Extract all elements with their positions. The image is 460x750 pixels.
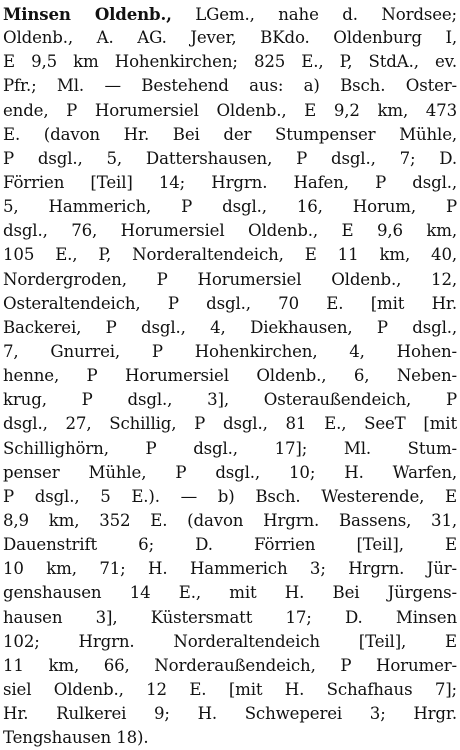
entry-line-30: Hr. Rulkerei 9; H. Schweperei 3; Hrgr.: [3, 704, 457, 724]
entry-line-31: Tengshausen 18).: [3, 728, 149, 748]
entry-line-17: krug, P dsgl., 3], Osteraußendeich, P: [3, 390, 457, 410]
entry-line-27: 102; Hrgrn. Norderaltendeich [Teil], E: [3, 631, 457, 651]
entry-line-3: E 9,5 km Hohenkirchen; 825 E., P, StdA., ev.: [3, 52, 457, 72]
entry-line-14: Backerei, P dsgl., 4, Diekhausen, P dsgl.,: [3, 317, 457, 337]
entry-line-23: Dauenstrift 6; D. Förrien [Teil], E: [3, 535, 457, 555]
entry-line-29: siel Oldenb., 12 E. [mit H. Schafhaus 7];: [3, 679, 457, 699]
entry-line-9: 5, Hammerich, P dsgl., 16, Horum, P: [3, 197, 457, 217]
entry-line-12: Nordergroden, P Horumersiel Oldenb., 12,: [3, 269, 457, 289]
entry-line-26: hausen 3], Küstersmatt 17; D. Minsen: [3, 607, 457, 627]
gazetteer-entry: [3, 2, 457, 750]
entry-line-20: penser Mühle, P dsgl., 10; H. Warfen,: [3, 462, 457, 482]
entry-line-5: ende, P Horumersiel Oldenb., E 9,2 km, 473: [3, 100, 457, 120]
entry-line-8: Förrien [Teil] 14; Hrgrn. Hafen, P dsgl.,: [3, 172, 457, 192]
entry-headword: Minsen Oldenb.,: [3, 4, 172, 24]
entry-line-16: henne, P Horumersiel Oldenb., 6, Neben-: [3, 366, 457, 386]
entry-line-15: 7, Gnurrei, P Hohenkirchen, 4, Hohen-: [3, 341, 457, 361]
entry-line-13: Osteraltendeich, P dsgl., 70 E. [mit Hr.: [3, 293, 457, 313]
entry-line-6: E. (davon Hr. Bei der Stumpenser Mühle,: [3, 124, 457, 144]
entry-line-24: 10 km, 71; H. Hammerich 3; Hrgrn. Jür-: [3, 559, 457, 579]
entry-line-25: genshausen 14 E., mit H. Bei Jürgens-: [3, 583, 457, 603]
entry-line-18: dsgl., 27, Schillig, P dsgl., 81 E., SeeT [mit: [3, 414, 457, 434]
entry-line-11: 105 E., P, Norderaltendeich, E 11 km, 40,: [3, 245, 457, 265]
entry-line-1: Minsen Oldenb., LGem., nahe d. Nordsee;: [3, 4, 457, 24]
entry-line-4: Pfr.; Ml. — Bestehend aus: a) Bsch. Oster-: [3, 76, 457, 96]
entry-line-22: 8,9 km, 352 E. (davon Hrgrn. Bassens, 31,: [3, 510, 457, 530]
entry-line-10: dsgl., 76, Horumersiel Oldenb., E 9,6 km,: [3, 221, 457, 241]
entry-line-7: P dsgl., 5, Dattershausen, P dsgl., 7; D.: [3, 148, 457, 168]
entry-line-21: P dsgl., 5 E.). — b) Bsch. Westerende, E: [3, 486, 457, 506]
entry-line-28: 11 km, 66, Norderaußendeich, P Horumer-: [3, 655, 457, 675]
entry-line-2: Oldenb., A. AG. Jever, BKdo. Oldenburg I,: [3, 28, 457, 48]
entry-line-19: Schillighörn, P dsgl., 17]; Ml. Stum-: [3, 438, 457, 458]
